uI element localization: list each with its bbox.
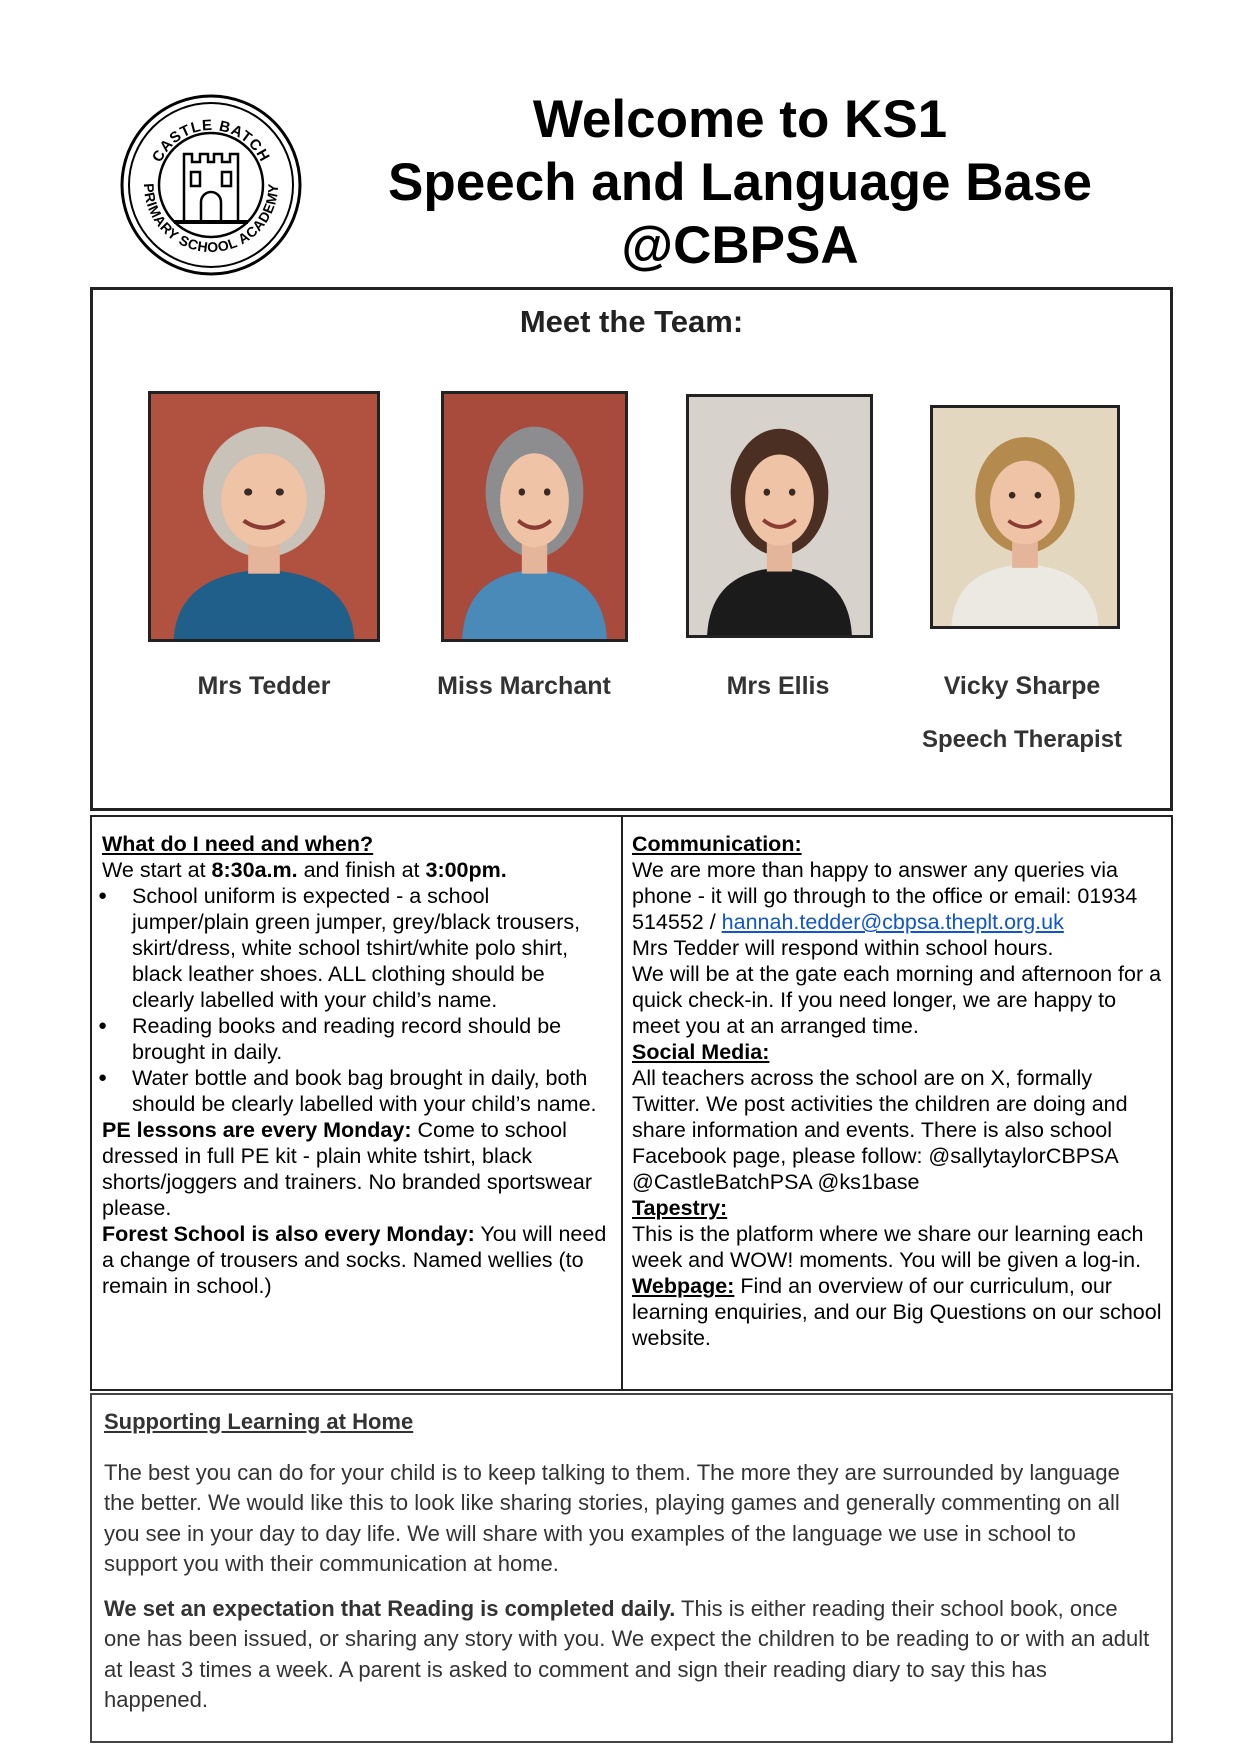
social-text: All teachers across the school are on X, formally Twitter. We post activities the children are doing and share information and events. There is also school Facebook page, please follow: @sallytaylorCBPSA @CastleBatchPSA @ks1base xyxy=(632,1066,1128,1194)
portrait-image xyxy=(689,397,870,635)
portrait-image xyxy=(444,394,625,639)
member-photo xyxy=(441,391,628,642)
communication-text-2: Mrs Tedder will respond within school hours. xyxy=(632,936,1054,960)
member-name: Mrs Tedder xyxy=(197,672,331,700)
support-heading: Supporting Learning at Home xyxy=(104,1409,414,1434)
school-logo xyxy=(118,92,304,278)
pe-paragraph: PE lessons are every Monday: Come to school dressed in full PE kit - plain white tshirt, black shorts/joggers and trainers. No branded sportswear please. xyxy=(102,1118,592,1220)
list-item: ● Water bottle and book bag brought in daily, both should be clearly labelled with your child’s name. xyxy=(102,1065,612,1117)
forest-paragraph: Forest School is also every Monday: You will need a change of trousers and socks. Named wellies (to remain in school.) xyxy=(102,1222,607,1298)
times-line: We start at 8:30a.m. and finish at 3:00pm. xyxy=(102,858,507,882)
member-name: Mrs Ellis xyxy=(726,672,830,700)
support-paragraph-1: The best you can do for your child is to keep talking to them. The more they are surrounded by language the better. We would like this to look like sharing stories, playing games and generally commenting on all you see in your day to day life. We will share with you examples of the language we use in school to support you with their communication at home. xyxy=(104,1459,1120,1576)
logo-top-text: CASTLE BATCH xyxy=(148,116,274,166)
logo-bottom-text: PRIMARY SCHOOL ACADEMY xyxy=(140,182,282,256)
portrait-eye xyxy=(789,489,796,496)
portrait-image xyxy=(933,408,1117,626)
reading-expectation: We set an expectation that Reading is completed daily. xyxy=(104,1595,676,1621)
forest-label: Forest School is also every Monday: xyxy=(102,1222,475,1246)
communication-text-3: We will be at the gate each morning and afternoon for a quick check-in. If you need longer, we are happy to meet you at an arranged time. xyxy=(632,962,1162,1038)
member-role: Speech Therapist xyxy=(921,726,1123,753)
info-table xyxy=(90,815,1173,1391)
tapestry-heading: Tapestry: xyxy=(632,1196,728,1220)
support-paragraph-2: We set an expectation that Reading is completed daily. This is either reading their school book, once one has been issued, or sharing any story with you. We expect the children to be reading to or with an adult at least 3 times a week. A parent is asked to comment and sign their reading diary to say this has happened. xyxy=(104,1595,1150,1712)
email-link[interactable]: hannah.tedder@cbpsa.theplt.org.uk xyxy=(721,910,1064,934)
portrait-face xyxy=(500,453,569,547)
castle-icon xyxy=(174,154,248,222)
left-column xyxy=(102,831,612,1299)
title-line-3: @CBPSA xyxy=(621,216,859,275)
list-item: ● School uniform is expected - a school jumper/plain green jumper, grey/black trousers, skirt/dress, white school tshirt/white polo shirt, black leather shoes. ALL clothing should be clearly labelled with your child’s name. xyxy=(102,883,612,1013)
support-section xyxy=(90,1393,1173,1743)
member-photo xyxy=(148,391,380,642)
title-line-1: Welcome to KS1 xyxy=(532,90,948,149)
communication-text: We are more than happy to answer any queries via phone - it will go through to the office or email: 01934 514552 / hannah.tedder@cbpsa.theplt.org.uk xyxy=(632,858,1138,934)
webpage-heading: Webpage: xyxy=(632,1274,735,1298)
member-photo xyxy=(686,394,873,638)
portrait-eye xyxy=(764,489,771,496)
member-photo xyxy=(930,405,1120,629)
team-heading: Meet the Team: xyxy=(519,304,744,339)
portrait-face xyxy=(990,461,1060,545)
pe-label: PE lessons are every Monday: xyxy=(102,1118,412,1142)
column-divider xyxy=(621,817,623,1389)
portrait-eye xyxy=(519,488,526,495)
portrait-face xyxy=(221,453,307,547)
right-column xyxy=(632,831,1162,1351)
page-title xyxy=(340,88,1140,277)
portrait-eye xyxy=(244,488,252,495)
start-time: 8:30a.m. xyxy=(211,858,298,882)
title-line-2: Speech and Language Base xyxy=(388,153,1092,212)
member-name: Vicky Sharpe xyxy=(943,672,1101,700)
webpage-paragraph: Webpage: Find an overview of our curriculum, our learning enquiries, and our Big Questions on our school website. xyxy=(632,1274,1162,1350)
tapestry-text: This is the platform where we share our learning each week and WOW! moments. You will be given a log-in. xyxy=(632,1222,1144,1272)
needs-heading: What do I need and when? xyxy=(102,832,374,856)
svg-text:CASTLE BATCH xyxy=(149,117,273,165)
portrait-face xyxy=(745,455,814,546)
portrait-eye xyxy=(276,488,284,495)
communication-heading: Communication: xyxy=(632,832,802,856)
portrait-eye xyxy=(1035,492,1042,499)
list-item: ● Reading books and reading record should be brought in daily. xyxy=(102,1013,612,1065)
portrait-eye xyxy=(544,488,551,495)
portrait-eye xyxy=(1009,492,1016,499)
svg-text:PRIMARY SCHOOL ACADEMY xyxy=(141,183,281,255)
team-section xyxy=(90,287,1173,811)
social-heading: Social Media: xyxy=(632,1040,770,1064)
needs-list xyxy=(102,883,612,1117)
portrait-image xyxy=(151,394,377,639)
finish-time: 3:00pm. xyxy=(425,858,507,882)
member-name: Miss Marchant xyxy=(437,672,611,700)
